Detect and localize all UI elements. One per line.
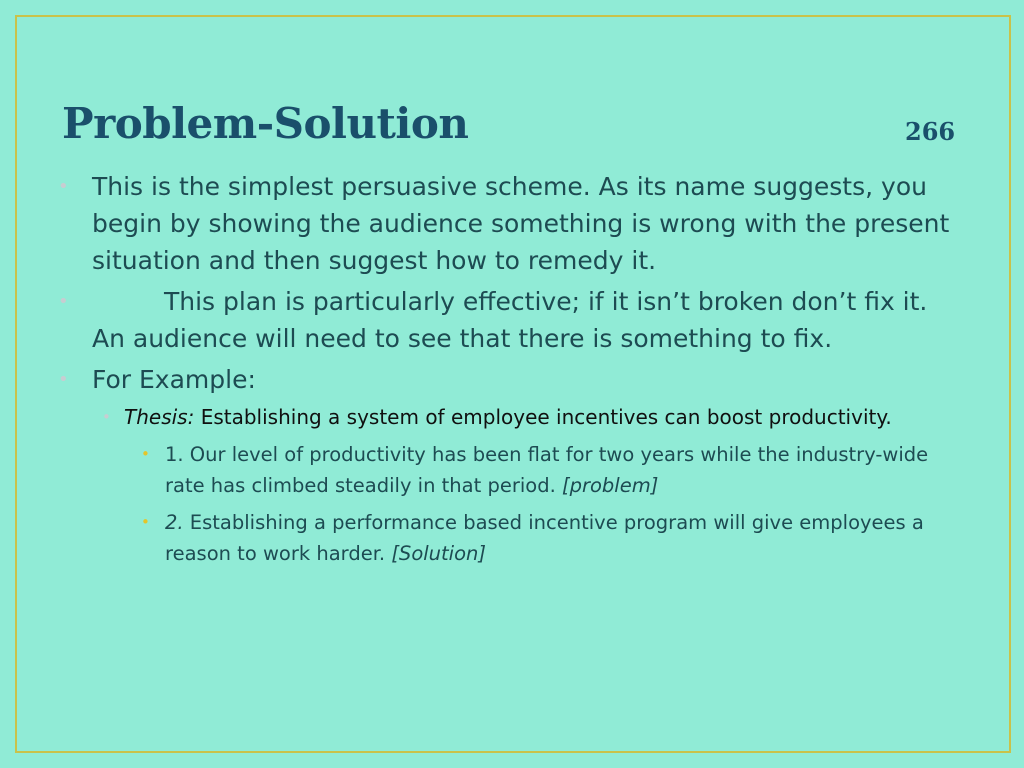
point-tag: [problem] bbox=[561, 474, 659, 497]
bullet-item bbox=[56, 283, 956, 357]
bullet-icon: • bbox=[141, 445, 150, 463]
thesis-label: Thesis: bbox=[124, 405, 195, 429]
bullet-icon: • bbox=[58, 369, 69, 390]
slide-title: Problem-Solution bbox=[62, 99, 469, 148]
bullet-text: This is the simplest persuasive scheme. As its name suggests, you begin by showing the audience something is wrong with the present situation and then suggest how to remedy it. bbox=[92, 172, 950, 275]
bullet-text: For Example: bbox=[92, 365, 256, 394]
point-text: 1. Our level of productivity has been flat for two years while the industry-wide rate has climbed steadily in that period. bbox=[165, 443, 929, 497]
page-number: 266 bbox=[905, 117, 956, 146]
bullet-icon: • bbox=[102, 408, 111, 426]
point-number: 2. bbox=[165, 511, 184, 534]
sub-sub-bullet-item bbox=[56, 507, 956, 569]
point-text: Establishing a performance based incentive program will give employees a reason to work harder. bbox=[165, 511, 924, 565]
bullet-icon: • bbox=[141, 513, 150, 531]
point-tag: [Solution] bbox=[391, 542, 486, 565]
bullet-item bbox=[56, 168, 956, 279]
bullet-item bbox=[56, 361, 956, 398]
bullet-icon: • bbox=[58, 291, 69, 312]
bullet-text: This plan is particularly effective; if it isn’t broken don’t fix it. An audience will need to see that there is something to fix. bbox=[92, 287, 928, 353]
thesis-text: Establishing a system of employee incentives can boost productivity. bbox=[194, 405, 892, 429]
slide-body bbox=[56, 168, 956, 569]
sub-sub-bullet-item bbox=[56, 439, 956, 501]
sub-bullet-item bbox=[56, 402, 956, 433]
bullet-icon: • bbox=[58, 176, 69, 197]
